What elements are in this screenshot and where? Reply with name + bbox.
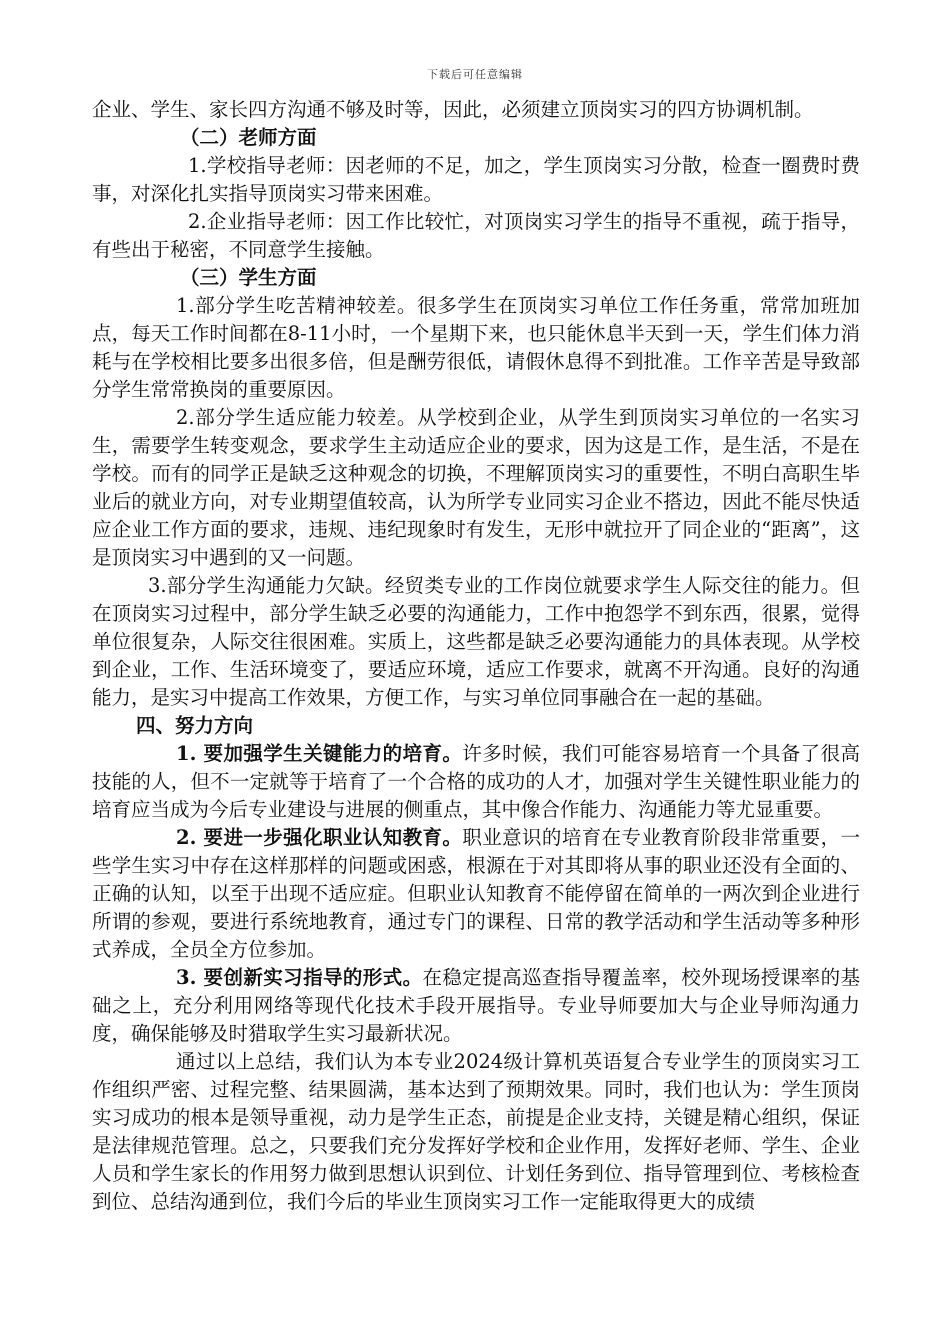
page-header: 下载后可任意编辑 bbox=[427, 68, 523, 81]
section-heading-teacher: （二）老师方面 bbox=[180, 126, 317, 149]
paragraph-conclusion: 通过以上总结，我们认为本专业2024级计算机英语复合专业学生的顶岗实习工作组织严密、过程完整、结果圆满，基本达到了预期效果。同时，我们也认为：学生顶岗实习成功的根本是领导重视，动力是学生正态，前提是企业支持，关键是精心组织，保证是法律规范管理。总之，只要我们充分发挥好学校和企业作用，发挥好老师、学生、企业人员和学生家长的作用努力做到思想认识到位、计划任务到位、指导管理到位、考核检查到位、总结沟通到位，我们今后的毕业生顶岗实习工作一定能取得更大的成绩 bbox=[92, 1050, 860, 1213]
direction-2-text: 职业意识的培育在专业教育阶段非常重要，一些学生实习中存在这样那样的问题或困惑，根源在于对其即将从事的职业还没有全面的、正确的认知，以至于出现不适应症。但职业认知教育不能停留在简单的一两次到企业进行所谓的参观，要进行系统地教育，通过专门的课程、日常的教学活动和学生活动等多种形式养成，全员全方位参加。 bbox=[92, 826, 860, 961]
direction-1-text: 许多时候，我们可能容易培育一个具备了很高技能的人，但不一定就等于培育了一个合格的成功的人才，加强对学生关键性职业能力的培育应当成为今后专业建设与进展的侧重点，其中像合作能力、沟通能力等尤显重要。 bbox=[92, 742, 860, 821]
paragraph-student-2: 2.部分学生适应能力较差。从学校到企业，从学生到顶岗实习单位的一名实习生，需要学生转变观念，要求学生主动适应企业的要求，因为这是工作，是生活，不是在学校。而有的同学正是缺乏这种观念的切换，不理解顶岗实习的重要性，不明白高职生毕业后的就业方向，对专业期望值较高，认为所学专业同实习企业不搭边，因此不能尽快适应企业工作方面的要求，违规、违纪现象时有发生，无形中就拉开了同企业的“距离”，这是顶岗实习中遇到的又一问题。 bbox=[92, 406, 860, 569]
paragraph-direction-1 bbox=[92, 740, 860, 824]
paragraph-teacher-2: 2.企业指导老师：因工作比较忙，对顶岗实习学生的指导不重视，疏于指导，有些出于秘密，不同意学生接触。 bbox=[92, 210, 860, 261]
document-body bbox=[92, 96, 860, 1216]
paragraph-teacher-1: 1.学校指导老师：因老师的不足，加之，学生顶岗实习分散，检查一圈费时费事，对深化扎实指导顶岗实习带来困难。 bbox=[92, 154, 860, 205]
paragraph-direction-2 bbox=[92, 824, 860, 964]
section-heading-student: （三）学生方面 bbox=[180, 266, 317, 289]
direction-1-lead: 1. 要加强学生关键能力的培育。 bbox=[176, 742, 463, 765]
paragraph-intro: 企业、学生、家长四方沟通不够及时等，因此，必须建立顶岗实习的四方协调机制。 bbox=[92, 98, 814, 121]
direction-3-lead: 3. 要创新实习指导的形式。 bbox=[176, 966, 423, 989]
direction-3-text: 在稳定提高巡查指导覆盖率，校外现场授课率的基础之上，充分利用网络等现代化技术手段开展指导。专业导师要加大与企业导师沟通力度，确保能够及时猎取学生实习最新状况。 bbox=[92, 966, 860, 1045]
paragraph-direction-3 bbox=[92, 964, 860, 1048]
section-heading-direction: 四、努力方向 bbox=[136, 714, 254, 737]
paragraph-student-1: 1.部分学生吃苦精神较差。很多学生在顶岗实习单位工作任务重，常常加班加点，每天工作时间都在8-11小时，一个星期下来，也只能休息半天到一天，学生们体力消耗与在学校相比要多出很多倍，但是酬劳很低，请假休息得不到批准。工作辛苦是导致部分学生常常换岗的重要原因。 bbox=[92, 294, 860, 401]
direction-2-lead: 2. 要进一步强化职业认知教育。 bbox=[176, 826, 463, 849]
paragraph-student-3: 3.部分学生沟通能力欠缺。经贸类专业的工作岗位就要求学生人际交往的能力。但在顶岗实习过程中，部分学生缺乏必要的沟通能力，工作中抱怨学不到东西，很累，觉得单位很复杂，人际交往很困难。实质上，这些都是缺乏必要沟通能力的具体表现。从学校到企业，工作、生活环境变了，要适应环境，适应工作要求，就离不开沟通。良好的沟通能力，是实习中提高工作效果，方便工作，与实习单位同事融合在一起的基础。 bbox=[92, 574, 860, 709]
